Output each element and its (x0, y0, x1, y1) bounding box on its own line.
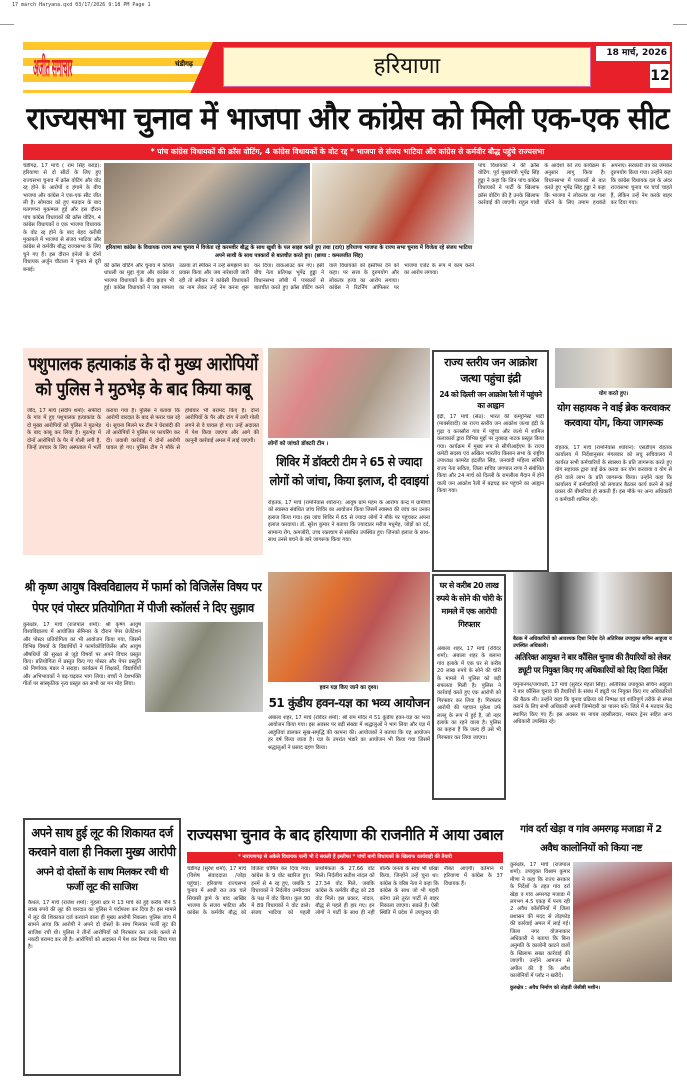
photo-caption: बैठक में अधिकारियों को आवश्यक दिशा निर्देश देते अतिरिक्त उपायुक्त सचिन आहूजा व उपस्थित अधिकारी। (513, 636, 672, 649)
story-body: जींद, 17 मार्च (संदीप शर्मा): सफीदों के गांव में हुए पशुपालक हत्याकांड के दो मुख्य आरोपियों को पुलिस ने मुठभेड़ के बाद काबू कर लिया है। मुठभेड़ में दोनों आरोपियों के पैर में गोली लगी है, जिन्हें उपचार के लिए अस्पताल में भर्ती कराया गया है। पुलिस ने बताया कि आरोपी वारदात के बाद से फरार चल रहे थे। सूचना मिलने पर टीम ने घेराबंदी की तो आरोपियों ने पुलिस पर फायरिंग कर दी। जवाबी कार्रवाई में दोनों आरोपी घायल हो गए। पुलिस टीम ने मौके से हथियार भी बरामद किए हैं। दोनों आरोपियों के पैर और टांग में लगी गोली लगने से वे घायल हो गए। उन्हें अदालत में पेश किया जाएगा और आगे की कानूनी कार्रवाई अमल में लाई जाएगी। (27, 408, 259, 452)
crop-mark (673, 24, 687, 25)
lead-headline: राज्यसभा चुनाव में भाजपा और कांग्रेस को मिली एक-एक सीट (26, 101, 669, 137)
lead-photo-celebration (104, 163, 310, 244)
lead-sidebar-body: पांच विधायकों ने की क्रॉस वोटिंग: पूर्व मुख्यमंत्री भूपेंद्र सिंह हुड्डा ने कहा कि जिन पांच कांग्रेस विधायकों ने पार्टी के खिलाफ क्रॉस वोटिंग की है उनके खिलाफ कार्रवाई की जाएगी। राहुल गांधी के आदेशों को तय कार्यक्रम के अनुसार लागू किया है। विधानसभा में पत्रकारों से बात करते हुए भूपेंद्र सिंह हुड्डा ने कहा कि भाजपा ने लोकतंत्र का गला घोंटने के लिए तमाम हथकंडे अपनाए। सरकारी तंत्र का जमकर दुरुपयोग किया गया। उन्होंने कहा कि कांग्रेस विधायक दल के अंदर राज्यसभा चुनाव पर चर्चा चाहते हैं, लेकिन उन्हें नेम करके बाहर कर दिया गया। (478, 163, 672, 207)
issue-date: 18 मार्च, 2026 (596, 46, 670, 61)
story-subhead: 24 को दिल्ली जन आक्रोश रैली में पहुंचने का आह्वान (439, 390, 542, 410)
seminar-photo (145, 622, 263, 712)
story-headline: श्री कृष्ण आयुष विश्वविद्यालय में फार्मा को विजिलेंस विषय पर पेपर एवं पोस्टर प्रतियोगिता में पीजी स्कॉलर्स ने दिए सुझाव (24, 579, 262, 615)
story-headline: घर से करीब 20 लाख रुपये के सोने की चोरी के मामले में एक आरोपी गिरफ्तार (436, 581, 502, 629)
story-body: अंबाला शहर, 17 मार्च (रविंदर शर्मा): अंबाला शहर के बलाना गांव इलाके में एक घर से करीब 20 लाख रुपये के सोने की चोरी के मामले में पुलिस को बड़ी सफलता मिली है। पुलिस ने कार्रवाई करते हुए एक आरोपी को गिरफ्तार कर लिया है। गिरफ्तार आरोपी की पहचान मुकेश उर्फ लल्लू के रूप में हुई है, जो नहर इलाके का रहने वाला है। पुलिस का कहना है कि जल्द ही उसे भी गिरफ्तार कर लिया जाएगा। (437, 646, 501, 741)
story-headline: शिविर में डॉक्टरी टीम ने 65 से ज्यादा लोगों को जांचा, किया इलाज, दी दवाइयां (269, 454, 429, 488)
demolition-photo (573, 862, 672, 982)
photo-caption: योग करते हुए। (598, 391, 629, 397)
story-body: कुरुक्षेत्र, 17 मार्च (राजपाल शर्मा): श्री कृष्ण आयुष विश्वविद्यालय में आयोजित सेमिनार के दौरान पेपर प्रेजेंटेशन और पोस्टर प्रतियोगिता का भी आयोजन किया गया, जिसमें विभिन्न विषयों के विद्यार्थियों ने फार्माकोविजिलेंस और आयुष औषधियों की सुरक्षा से जुड़े विषयों पर अपने विचार प्रस्तुत किए। प्रतियोगिता में प्रस्तुत किए गए पोस्टर और पेपर प्रस्तुति को निर्णायक मंडल ने सराहा। कार्यक्रम में शिक्षकों, विद्यार्थियों और अभिभावकों ने बढ़-चढ़कर भाग लिया। बच्चों ने देशभक्ति गीतों पर सांस्कृतिक नृत्य प्रस्तुत कर सभी का मन मोह लिया। (23, 622, 141, 688)
lead-subhead: * पांच कांग्रेस विधायकों की क्रॉस वोटिंग, 4 कांग्रेस विधायकों के वोट रद्द * भाजपा से संजय भाटिया और कांग्रेस से कर्मवीर बौद्ध पहुंचे राज्यसभा (23, 144, 672, 160)
story-body: कुरुक्षेत्र, 17 मार्च (राजपाल शर्मा): उपायुक्त विश्राम कुमार मीणा ने कहा कि राज्य सरकार के निर्देशों के तहत गांव दर्रा खेड़ा व गांव अमरगढ़ मजाडा में लगभग 4.5 एकड़ में पनप रही 2 अवैध कॉलोनियों में जिला प्रशासन की मदद से तोड़फोड़ की कार्रवाई अमल में लाई गई। जिला नगर योजनाकार अधिकारी ने बताया कि बिना अनुमति के कालोनी काटने वालों के खिलाफ सख्त कार्रवाई की जाएगी। उन्होंने आमजन से अपील की है कि अवैध कालोनियों में प्लॉट न खरीदें। (510, 862, 570, 980)
lead-photo-caption: हरियाणा कांग्रेस के विधायक राज्य सभा चुनाव में विजेता रहे करमवीर बौद्ध के साथ खुशी के पल साझा करते हुए तथा (दाएं) हरियाणा भाजपा के राज्य सभा चुनाव में विजेता रहे संजय भाटिया अपने साथी के साथ पत्रकारों से बातचीत करते हुए। (छाया : कमलजीत सिंह) (105, 245, 473, 259)
section-title: हरियाणा (223, 47, 591, 87)
medical-camp-photo (268, 348, 430, 438)
meeting-photo (513, 572, 672, 634)
story-body: रोहतक, 17 मार्च (रामनिवास श्योरान): आयुष ग्राम महम के आरोग्य केन्द्र में ग्रामीणों को स्वास्थ्य संबंधित जांच शिविर का आयोजन किया जिसमें स्वास्थ्य की जांच कर उनका इलाज किया गया। इस जांच शिविर में 65 से ज्यादा लोगों ने मौके पर पहुंचकर अपना इलाज करवाया। डॉ. सुरेश कुमार ने बताया कि ज्यादातर मरीज मधुमेह, जोड़ों का दर्द, सामान्य रोग, कमजोरी, उच्च रक्तचाप से संबंधित उपस्थित हुए। जिनको इलाज के साथ-साथ उनसे बचने के बारे जागरूक किया गया। (268, 500, 430, 544)
print-slug: 17 march Haryana.qxd 03/17/2026 9:18 PM Page 1 (12, 2, 151, 8)
newspaper-logo: अजीत समाचार (33, 53, 72, 82)
story-headline: योग सहायक ने वाई ब्रेक करवाकर करवाया योग, किया जागरूक (557, 403, 670, 429)
story-body: कैथल, 17 मार्च (राजेश शर्मा): गुहला क्षेत्र में 13 मार्च को हुई करीब पौने 5 लाख रुपये की लूट की वारदात का पुलिस ने पर्दाफाश कर दिया है। इस मामले में लूट की शिकायत दर्ज करवाने वाला ही मुख्य आरोपी निकला। पुलिस जांच में सामने आया कि आरोपी ने अपने दो दोस्तों के साथ मिलकर फर्जी लूट की साजिश रची थी। पुलिस ने तीनों आरोपियों को गिरफ्तार कर उनके कब्जे से नकदी बरामद कर ली है। आरोपियों को अदालत में पेश कर रिमांड पर लिया गया है। (28, 900, 176, 951)
story-encounter (23, 348, 263, 555)
story-gold-theft (432, 574, 506, 800)
edition-city: चंडीगढ़ (175, 60, 193, 68)
yoga-photo (555, 348, 672, 388)
photo-caption: लोगों को जांचते डॉक्टरी टीम । (268, 441, 329, 447)
story-body: यमुनानगर/जगाधरी, 17 मार्च (सुरेंदर मेहता सिंह): अतिरिक्त उपायुक्त सचिन आहूजा ने बार कौंसिल चुनाव की तैयारियों के संबंध में ड्यूटी पर नियुक्त किए गए अधिकारियों की बैठक ली। उन्होंने कहा कि चुनाव प्रक्रिया को निष्पक्ष एवं शांतिपूर्ण तरीके से संपन्न कराने के लिए सभी अधिकारी अपनी जिम्मेदारी का पालन करें। जिले में 4 मतदान केंद्र स्थापित किए गए हैं। इस अवसर पर नायब तहसीलदार, मास्टर ट्रेनर सहित अन्य अधिकारी उपस्थित रहे। (513, 682, 672, 726)
story-headline: राज्यसभा चुनाव के बाद हरियाणा की राजनीति में आया उबाल (187, 826, 503, 844)
lead-photo-press (312, 163, 474, 244)
story-body: अंबाला शहर, 17 मार्च (रविंदर शर्मा): श्री राम मंदिर में 51 कुंडीय हवन-यज्ञ का भव्य आयोजन किया गया। इस अवसर पर बड़ी संख्या में श्रद्धालुओं ने भाग लिया और यज्ञ में आहुतियां डालकर सुख-समृद्धि की कामना की। आयोजकों ने बताया कि यह आयोजन हर वर्ष किया जाता है। यज्ञ के उपरांत भंडारे का आयोजन भी किया गया जिसमें श्रद्धालुओं ने प्रसाद ग्रहण किया। (268, 715, 430, 751)
story-headline: अपने साथ हुई लूट की शिकायत दर्ज करवाने वाला ही निकला मुख्य आरोपी (28, 825, 176, 859)
story-headline: गांव दर्रा खेड़ा व गांव अमरगढ़ मजाडा में 2 अवैध कालोनियों को किया नष्ट (520, 824, 662, 854)
crop-mark (0, 24, 14, 25)
story-subhead: * नारायणगढ़ से अकेले विधायक पत्नी भी दे सकती हैं इस्तीफा * पांचों बागी विधायकों के खिलाफ कार्यवाही की तैयारी (187, 852, 503, 863)
story-headline: 51 कुंडीय हवन-यज्ञ का भव्य आयोजन (268, 696, 430, 710)
masthead (23, 42, 672, 93)
story-body: रोहतक, 17 मार्च (रामनिवास श्योरान): एसडीएम रोहतक कार्यालय में निर्देशानुसार मंगलवार को लघु सचिवालय में कार्यरत सभी कर्मचारियों के स्वास्थ्य के प्रति जागरूक करते हुए योग सहायक द्वारा वाई ब्रेक करवा कर योग करवाया व योग से होने वाले लाभ के प्रति जागरूक किया। उन्होंने कहा कि कार्यालय में कर्मचारियों को लगातार बैठकर कार्य करने से कई प्रकार की बीमारियां हो सकती हैं। इस मौके पर अन्य अधिकारी व कर्मचारी शामिल रहे। (555, 445, 672, 503)
lead-body: चंडीगढ़, 17 मार्च ( राम सिंह बराड़): हरियाणा से दो सीटों के लिए हुए राज्यसभा चुनाव में क्रॉस वोटिंग और वोट रद्द होने के आरोपों व हंगामे के बीच भाजपा और कांग्रेस ने एक-एक सीट जीत ली है। सोमवार को हुए मतदान के बाद मतगणना मुकम्मल हुई और इस दौरान पांच कांग्रेस विधायकों की क्रॉस वोटिंग, 4 कांग्रेस विधायकों व एक भाजपा विधायक के वोट रद्द होने के बाद बेहद करीबी मुकाबले में भाजपा से संजय भाटिया और कांग्रेस से कर्मवीर बौद्ध राज्यसभा के लिए चुने गए हैं। इस दौरान इनेलो के दोनों विधायक अर्जुन चौटाला ने चुनाव से दूरी बनाई। (23, 163, 101, 273)
photo-caption: कुरुक्षेत्र : अवैध निर्माण को तोड़ती जेसीबी मशीन। (510, 985, 600, 991)
story-body: इंद्री, 17 मार्च (सेठ): भारत की कम्युनिस्ट पार्टी (मार्क्सवादी) का राज्य स्तरीय जन आक्रोश जत्था इंद्री के गुढ़ा व कलसौरा गांव में पहुंचा और जत्थे में शामिल कलाकारों द्वारा विभिन्न मुद्दों पर नुक्कड़ नाटक प्रस्तुत किया गया। कार्यक्रम में मुख्य रूप से सीपीआईएम के राज्य कमेटी सदस्य एवं अखिल भारतीय किसान सभा के राष्ट्रीय उपाध्यक्ष कामरेड इंद्रजीत सिंह, जनवादी महिला समिति राज्य नेता सविता, जिला सचिव जगपाल राणा ने संबोधित किया और 24 मार्च को दिल्ली के रामलीला मैदान में होने वाली जन आक्रोश रैली में बढ़चढ़ कर पहुंचने का आह्वान किया गया। (437, 414, 544, 495)
story-body: चंडीगढ़ (सुरेश शर्मा), 17 मार्च (विशेष संवाददाता /जोड़ा पहुंचा): हरियाणा राज्यसभा चुनाव में आधी रात तक चले सियासी ड्रामे के बाद आखिर भाजपा के संजय भाटिया और कांग्रेस के कर्मवीर बौद्ध को विजेता घोषित कर दिया गया। कांग्रेस के 9 वोट खारिज हुए। इनमें से 4 रद्द हुए, जबकि 5 विधायकों ने निर्दलीय उम्मीदवार के पक्ष में वोट किया। कुल 90 में 89 विधायकों ने वोट डाले। संजय भाटिया को पहली प्राथमिकता के 27.66 वोट मिले। निर्दलीय सतीश नांदल को 27.34 वोट मिले, जबकि कांग्रेस के कर्मवीर बौद्ध को 28 वोट मिले। इस प्रकार, नांदल, बौद्ध से पहले ही हार गए। इन लोगों ने पार्टी के साथ ही नहीं बल्कि जनता के साथ भी धोखा किया, जिन्होंने उन्हें चुना था। कांग्रेस के वरिष्ठ नेता ने कहा कि कांग्रेस के साथ जो भी गद्दारी करेगा उसे तुरंत पार्टी से बाहर निकाला जाएगा। सकते हैं। ऐसी स्थिति में प्रदेश में उपचुनाव की नौबत आएगी। वर्तमान में हरियाणा में कांग्रेस के 37 विधायक हैं। (187, 866, 503, 917)
story-headline: राज्य स्तरीय जन आक्रोश जत्था पहुंचा इंद्री (444, 356, 537, 385)
story-jan-aakrosh (432, 350, 549, 572)
havan-photo (268, 572, 430, 682)
page-number: 12 (650, 64, 670, 88)
story-subhead: अपने दो दोस्तों के साथ मिलकर रची थी फर्जी लूट की साजिश (36, 867, 168, 893)
story-headline: पशुपालक हत्याकांड के दो मुख्य आरोपियों को पुलिस ने मुठभेड़ के बाद किया काबू (28, 354, 258, 400)
story-fake-robbery (23, 818, 181, 1076)
lead-body-continued: की क्रॉस वोटिंग और चुनाव में कथित धांधली का मुद्दा गूंजा और कांग्रेस व भाजपा विधायकों के बीच झड़प भी हुई। कांग्रेस विधायकों ने जब मामला उठाया तो स्पीकर ने उन्हें समझाने का प्रयास किया और जब नारेबाजी जारी रही तो स्पीकर ने कांग्रेसी विधायकों का नाम लेकर उन्हें नेम करना शुरू कर दिया। वाकआउट कर गए। इसी बीच नेता प्रतिपक्ष भूपेंद्र हुड्डा ने विधानसभा लॉबी में पत्रकारों से बातचीत करते हुए क्रॉस वोटिंग करने वाले विधायकों को इस्तीफा देने को कहा। पर सत्ता के दुरुपयोग और लोकतंत्र हत्या का आरोप लगाया। कांग्रेस ने रिटर्निंग ऑफिसर पर भाजपा एजेंट के रूप में काम करने का आरोप लगाया। (104, 263, 474, 292)
story-headline: अतिरिक्त आयुक्त ने बार कौंसिल चुनाव की तैयारियों को लेकर ड्यूटी पर नियुक्त किए गए अधिकारियों को दिए दिशा निर्देश (514, 653, 671, 676)
photo-caption: हवन यज्ञ किए जाने का दृश्य। (319, 685, 379, 691)
